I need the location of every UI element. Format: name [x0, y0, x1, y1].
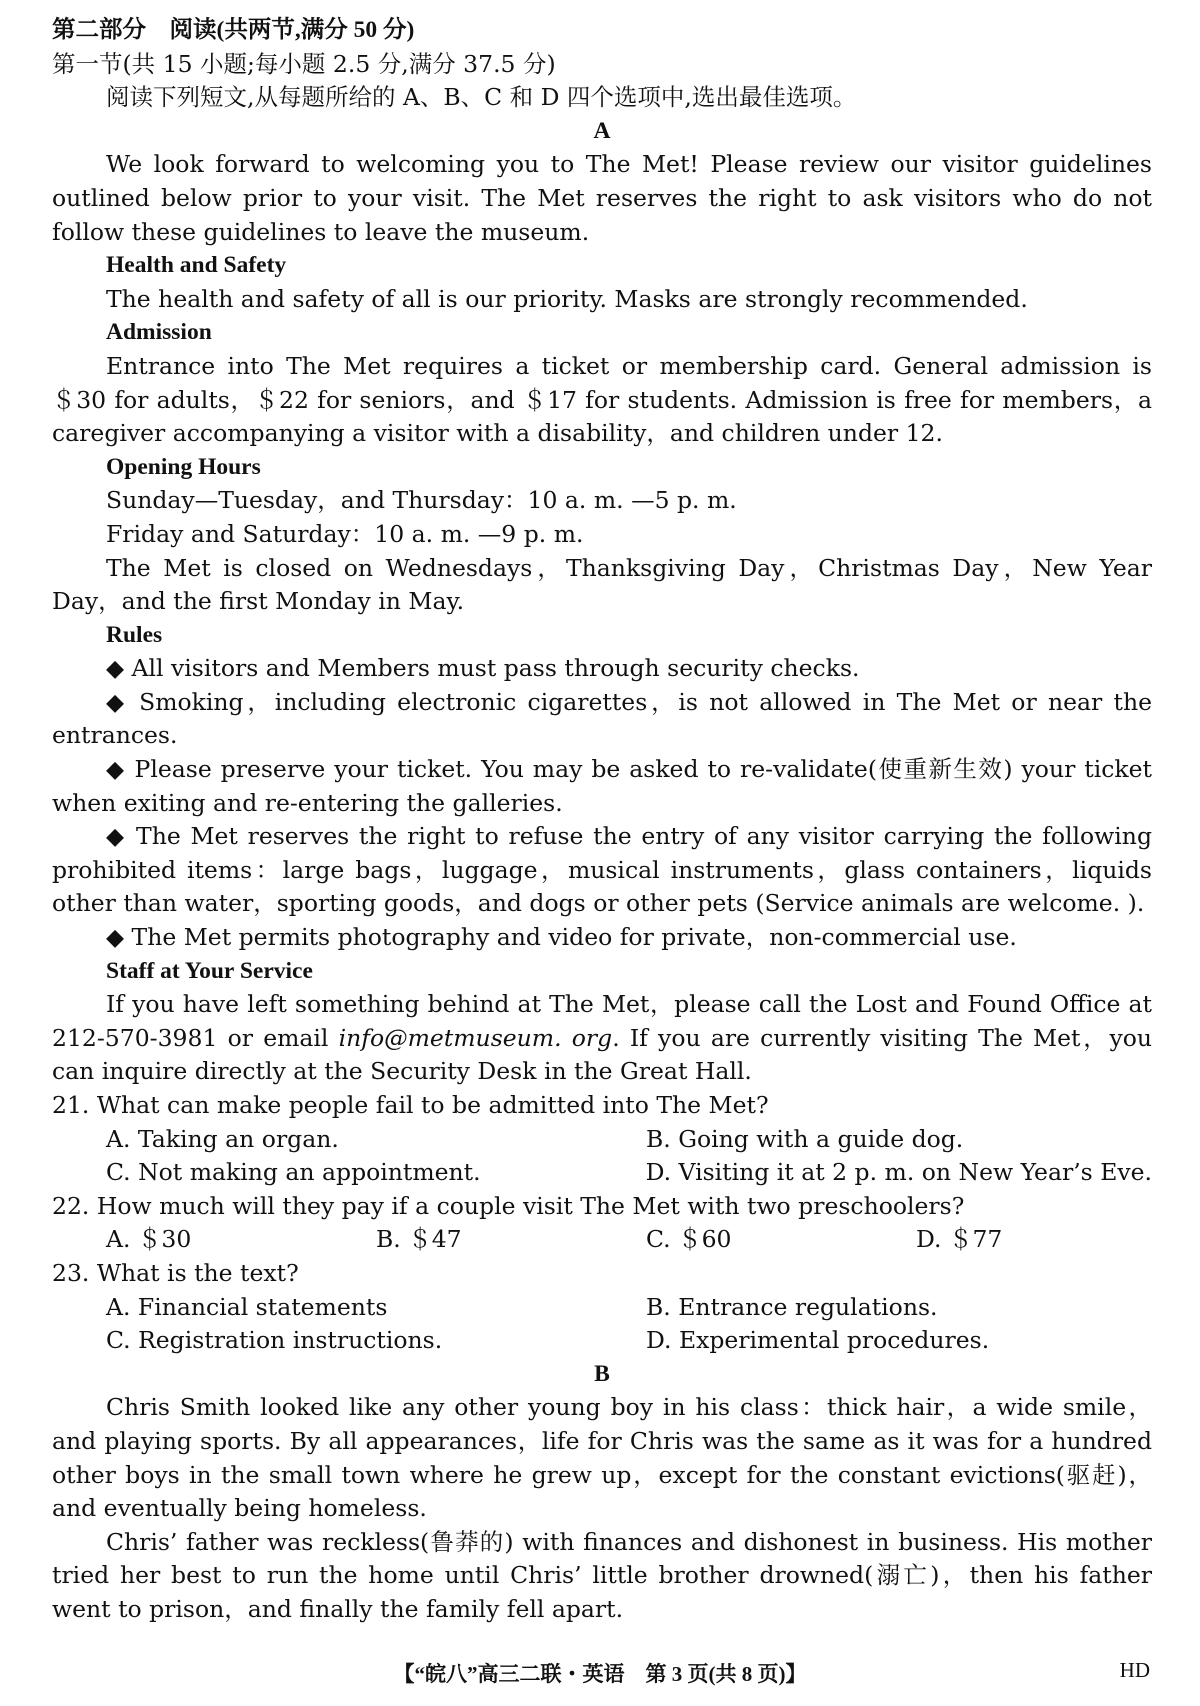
passage-b-paragraph-2: Chris’ father was reckless(鲁莽的) with finances and dishonest in business. His mother tried her best to run the home until Chris’ little brother drowned(溺亡)，then his father went to prison，and finally the family fell apart.: [52, 1527, 1152, 1623]
exam-page: [52, 14, 1152, 1627]
option-b: B. ＄47: [376, 1225, 462, 1254]
hours-heading: Opening Hours: [106, 453, 261, 480]
page-footer: [0, 1658, 1200, 1688]
health-heading: Health and Safety: [106, 252, 287, 279]
hours-line-2: Friday and Saturday：10 a. m. —9 p. m.: [106, 519, 584, 548]
question-23-options-row-2: [52, 1324, 1152, 1358]
staff-text-part-1: If you have left something behind at The Met，please call the Lost and Found Office at 212-570-3981 or email: [52, 990, 1152, 1052]
option-c: C. Not making an appointment.: [106, 1158, 481, 1187]
hours-closed: The Met is closed on Wednesdays，Thanksgiving Day，Christmas Day，New Year Day，and the first Monday in May.: [52, 553, 1152, 616]
rule-item: ◆ Smoking，including electronic cigarettes，is not allowed in The Met or near the entrances.: [52, 687, 1152, 750]
option-a: A. Financial statements: [106, 1292, 388, 1321]
option-d: D. ＄77: [916, 1225, 1003, 1254]
question-23-stem: 23. What is the text?: [52, 1258, 299, 1287]
health-text: The health and safety of all is our priority. Masks are strongly recommended.: [106, 284, 1028, 313]
admission-text: Entrance into The Met requires a ticket or membership card. General admission is ＄30 for adults，＄22 for seniors，and ＄17 for students. Admission is free for members，a caregiver accompanying a visitor with a disability，and children under 12.: [52, 351, 1152, 448]
question-21-options-row-1: [52, 1123, 1152, 1157]
rule-item: ◆ The Met permits photography and video for private，non-commercial use.: [106, 923, 1017, 952]
passage-b-paragraph-1: Chris Smith looked like any other young boy in his class：thick hair，a wide smile，and playing sports. By all appearances，life for Chris was the same as it was for a hundred other boys in the small town where he grew up，except for the constant evictions(驱赶)，and eventually being homeless.: [52, 1393, 1152, 1523]
option-b: B. Going with a guide dog.: [646, 1124, 964, 1153]
footer-title: 【“皖八”高三二联・英语 第 3 页(共 8 页)】: [393, 1662, 807, 1686]
question-23-options-row-1: [52, 1291, 1152, 1325]
passage-b-label: B: [594, 1360, 610, 1387]
rule-item: ◆ All visitors and Members must pass through security checks.: [106, 654, 860, 683]
hours-line-1: Sunday—Tuesday，and Thursday：10 a. m. —5 p. m.: [106, 486, 737, 515]
part-heading: 第二部分 阅读(共两节,满分 50 分): [52, 17, 415, 43]
option-a: A. ＄30: [106, 1225, 192, 1254]
question-22-options-row: [52, 1223, 1152, 1257]
question-21-stem: 21. What can make people fail to be admitted into The Met?: [52, 1091, 769, 1119]
option-a: A. Taking an organ.: [106, 1124, 339, 1153]
question-21-options-row-2: [52, 1156, 1152, 1190]
instructions: 阅读下列短文,从每题所给的 A、B、C 和 D 四个选项中,选出最佳选项。: [106, 83, 857, 112]
section-heading: 第一节(共 15 小题;每小题 2.5 分,满分 37.5 分): [52, 49, 556, 78]
staff-text-part-2: . If you are currently visiting The Met，you can inquire directly at the Security Desk in the Great Hall.: [52, 1023, 1153, 1086]
rule-item: ◆ Please preserve your ticket. You may be asked to re-validate(使重新生效) your ticket when exiting and re-entering the galleries.: [52, 755, 1152, 817]
staff-email: info@metmuseum. org: [338, 1023, 613, 1052]
option-c: C. ＄60: [646, 1225, 732, 1254]
option-d: D. Experimental procedures.: [646, 1326, 990, 1355]
staff-text: [52, 988, 1152, 1089]
option-d: D. Visiting it at 2 p. m. on New Year’s Eve.: [645, 1158, 1152, 1187]
rules-heading: Rules: [106, 621, 163, 648]
option-b: B. Entrance regulations.: [646, 1292, 938, 1321]
question-22-stem: 22. How much will they pay if a couple visit The Met with two preschoolers?: [52, 1191, 965, 1220]
staff-heading: Staff at Your Service: [106, 957, 313, 984]
option-c: C. Registration instructions.: [106, 1326, 443, 1355]
passage-a-intro: We look forward to welcoming you to The Met! Please review our visitor guidelines outlined below prior to your visit. The Met reserves the right to ask visitors who do not follow these guidelines to leave the museum.: [52, 150, 1152, 246]
rule-item: ◆ The Met reserves the right to refuse the entry of any visitor carrying the following prohibited items：large bags，luggage，musical instruments，glass containers，liquids other than water，sporting goods，and dogs or other pets (Service animals are welcome. ).: [52, 822, 1152, 918]
footer-code: HD: [1119, 1658, 1150, 1682]
passage-a-label: A: [593, 117, 611, 144]
admission-heading: Admission: [106, 319, 212, 346]
